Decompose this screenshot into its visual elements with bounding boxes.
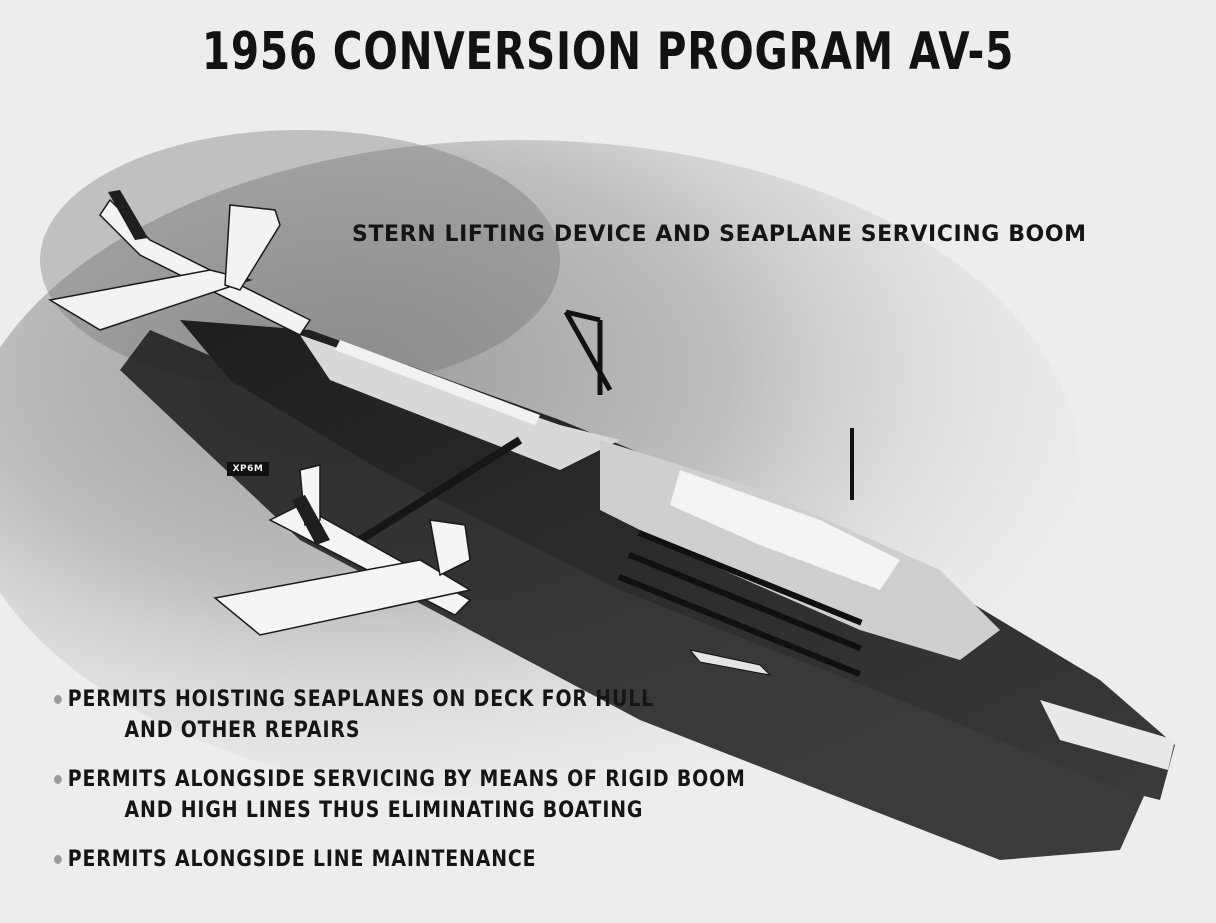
list-item-line: PERMITS HOISTING SEAPLANES ON DECK FOR HULL <box>67 687 655 712</box>
bullet-dot <box>54 695 62 704</box>
bullet-dot <box>54 775 62 784</box>
bullet-dot <box>54 855 62 864</box>
device-caption: STERN LIFTING DEVICE AND SEAPLANE SERVICING BOOM <box>352 222 1087 247</box>
list-item-line: PERMITS ALONGSIDE SERVICING BY MEANS OF RIGID BOOM <box>67 767 746 792</box>
list-item <box>54 764 746 826</box>
list-item-line: AND HIGH LINES THUS ELIMINATING BOATING <box>124 798 644 823</box>
list-item <box>54 844 708 875</box>
page-title: 1956 CONVERSION PROGRAM AV-5 <box>201 22 1015 82</box>
aircraft-tag: XP6M <box>227 462 269 476</box>
feature-list <box>54 684 814 875</box>
list-item-line: PERMITS ALONGSIDE LINE MAINTENANCE <box>67 847 537 872</box>
list-item-line: AND OTHER REPAIRS <box>124 718 361 743</box>
list-item <box>54 684 708 746</box>
